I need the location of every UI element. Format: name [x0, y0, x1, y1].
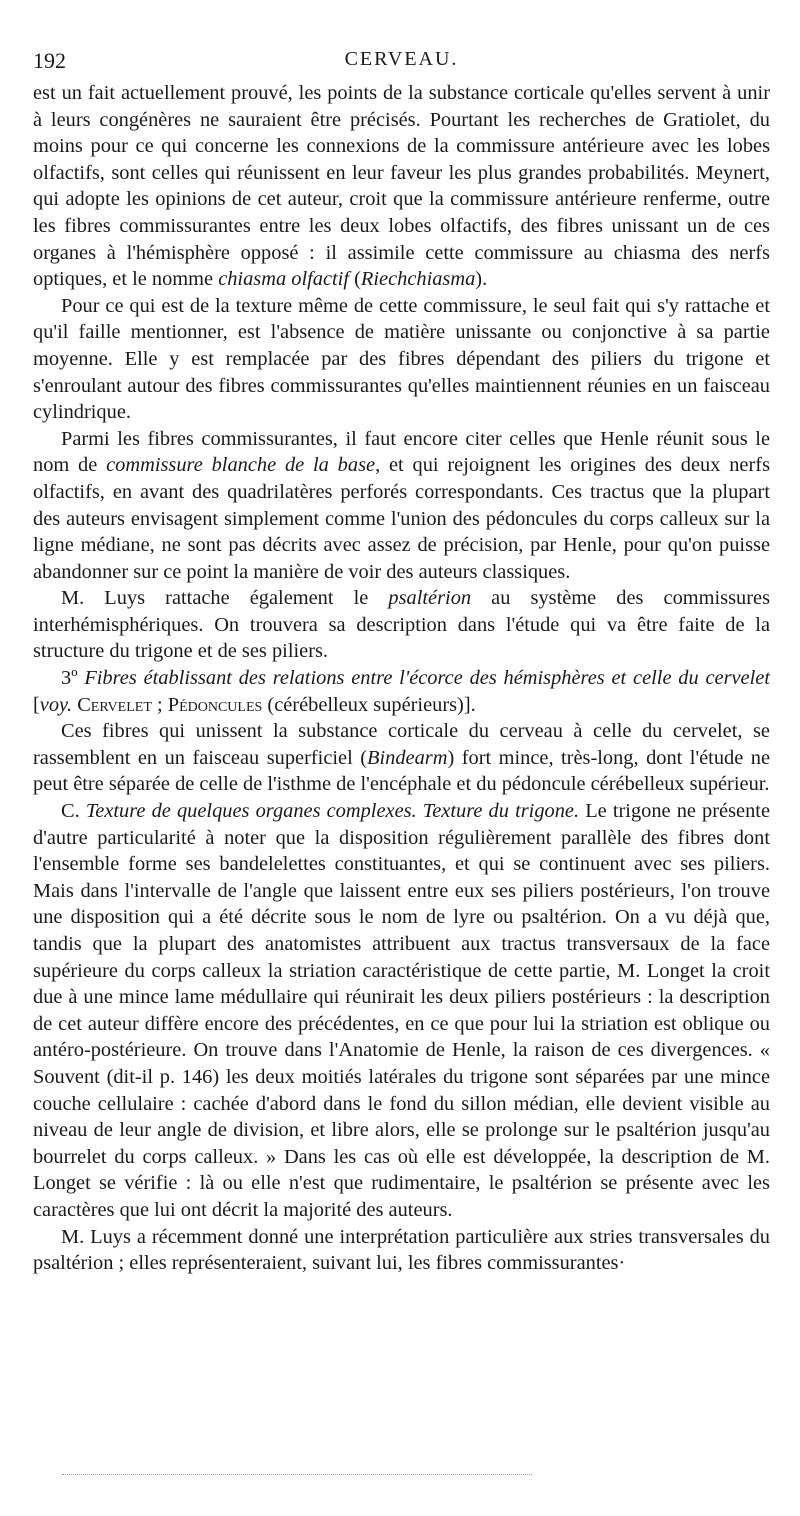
page-header [33, 40, 770, 80]
book-page [33, 40, 770, 1277]
running-title: CERVEAU. [344, 48, 459, 70]
paragraph-4: M. Luys rattache également le psaltérion au système des commissures interhémisphériques. On trouvera sa description dans l'étude qui va être faite de la structure du trigone et de ses piliers. [33, 587, 771, 663]
footer-rule [62, 1474, 532, 1475]
paragraph-1: est un fait actuellement prouvé, les points de la substance corticale qu'elles servent à unir à leurs congénères ne sauraient être précisés. Pourtant les recherches de Gratiolet, du moins pour ce qui concerne les connexions de la commissure antérieure avec les lobes olfactifs, sont celles qui réunissent en leur faveur les plus grandes probabilités. Meynert, qui adopte les opinions de cet auteur, croit que la commissure antérieure renferme, outre les fibres commissurantes entre les deux lobes olfactifs, des fibres unissant un de ces organes à l'hémisphère opposé : il assimile cette commissure au chiasma des nerfs optiques, et le nomme chiasma olfactif (Riechchiasma). [33, 82, 770, 291]
section-heading-3: 3º Fibres établissant des relations entre l'écorce des hémisphères et celle du cervelet [voy. Cervelet ; Pédoncules (cérébelleux supérieurs)]. [33, 667, 770, 716]
paragraph-3: Parmi les fibres commissurantes, il faut encore citer celles que Henle réunit sous le nom de commissure blanche de la base, et qui rejoignent les origines des deux nerfs olfactifs, en avant des quadrilatères perforés correspondants. Ces tractus que la plupart des auteurs envisagent simplement comme l'union des pédoncules du corps calleux sur la ligne médiane, ne sont pas décrits avec assez de précision, par Henle, pour qu'on puisse abandonner sur ce point la manière de voir des auteurs classiques. [33, 427, 770, 583]
paragraph-2: Pour ce qui est de la texture même de cette commissure, le seul fait qui s'y rattache et qu'il faille mentionner, est l'absence de matière unissante ou conjonctive à sa partie moyenne. Elle y est remplacée par des fibres dépendant des piliers du trigone et s'enroulant autour des fibres commissurantes qu'elles maintiennent réunies en un faisceau cylindrique. [33, 294, 770, 424]
page-body [33, 80, 770, 1277]
paragraph-6: Ces fibres qui unissent la substance corticale du cerveau à celle du cervelet, se rassemblent en un faisceau superficiel (Bindearm) fort mince, très-long, dont l'étude ne peut être séparée de celle de l'isthme de l'encéphale et du pédoncule cérébelleux supérieur. [33, 720, 771, 796]
paragraph-8: M. Luys a récemment donné une interprétation particulière aux stries transversales du psaltérion ; elles représenteraient, suivant lui, les fibres commissurantes· [33, 1225, 770, 1275]
page-number: 192 [33, 48, 66, 73]
section-heading-c: C. Texture de quelques organes complexes. Texture du trigone. Le trigone ne présente d'autre particularité à noter que la disposition régulièrement parallèle des fibres dont l'ensemble forme ses bandelelettes constituantes, et qui se continuent avec ses piliers. Mais dans l'intervalle de l'angle que laissent entre eux ses piliers postérieurs, l'on trouve une disposition qui a été décrite sous le nom de lyre ou psaltérion. On a vu déjà que, tandis que la plupart des anatomistes attribuent aux tractus transversaux de la face supérieure du corps calleux la striation caractéristique de cette partie, M. Longet la croit due à une mince lame médullaire qui réunirait les deux piliers postérieurs : la description de cet auteur diffère encore des précédentes, en ce que pour lui la striation est oblique ou antéro-postérieure. On trouve dans l'Anatomie de Henle, la raison de ces divergences. « Souvent (dit-il p. 146) les deux moitiés latérales du trigone sont séparées par une mince couche cellulaire : cachée d'abord dans le fond du sillon médian, elle devient visible au niveau de leur angle de division, et libre alors, elle se prolonge sur le psaltérion jusqu'au bourrelet du corps calleux. » Dans les cas où elle est développée, la description de M. Longet se vérifie : là ou elle n'est que rudimentaire, le psaltérion se présente avec les caractères que lui ont décrit la majorité des auteurs. [33, 800, 770, 1221]
